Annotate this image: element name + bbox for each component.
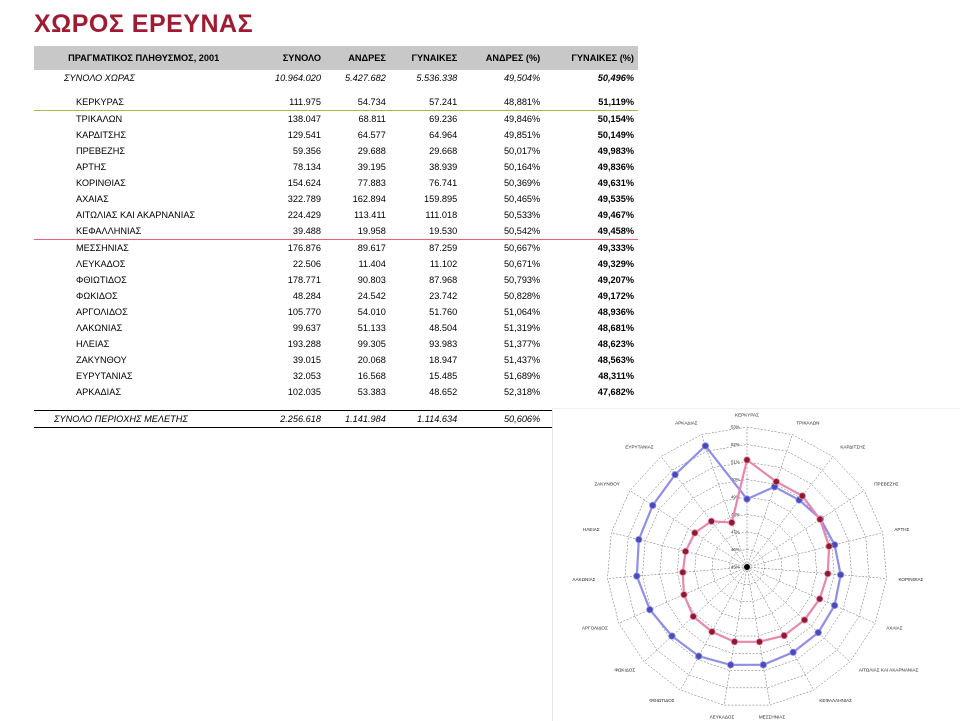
ring-label: 53%	[731, 424, 740, 430]
table-row	[34, 384, 638, 400]
table-row	[34, 223, 638, 240]
row-women-pct: 49,467%	[597, 210, 634, 220]
row-name: ΑΙΤΩΛΙΑΣ ΚΑΙ ΑΚΑΡΝΑΝΙΑΣ	[76, 210, 196, 220]
series-point	[744, 457, 750, 463]
row-total: 78.134	[292, 162, 321, 172]
series-point	[649, 502, 655, 508]
row-name: ΜΕΣΣΗΝΙΑΣ	[76, 243, 129, 253]
table-row	[34, 159, 638, 175]
series-point	[682, 548, 688, 554]
row-women: 87.968	[429, 275, 458, 285]
row-name: ΣΥΝΟΛΟ ΧΩΡΑΣ	[64, 73, 135, 83]
row-women-pct: 50,149%	[597, 130, 634, 140]
row-name: ΤΡΙΚΑΛΩΝ	[76, 114, 123, 124]
series-point	[790, 649, 796, 655]
row-name: ΚΑΡΔΙΤΣΗΣ	[76, 130, 126, 140]
row-women: 38.939	[429, 162, 458, 172]
row-women: 29.668	[429, 146, 458, 156]
gap-row	[34, 86, 638, 94]
row-total: 99.637	[292, 323, 321, 333]
series-point	[709, 629, 715, 635]
header-men-pct: ΑΝΔΡΕΣ (%)	[461, 46, 544, 70]
row-women: 11.102	[429, 259, 458, 269]
row-women-pct: 51,119%	[544, 94, 638, 111]
series-point	[801, 617, 807, 623]
table-row	[34, 175, 638, 191]
study-total-row	[34, 411, 638, 428]
category-label: ΑΡΓΟΛΙΔΟΣ	[581, 625, 608, 631]
row-name: ΚΕΡΚΥΡΑΣ	[34, 94, 253, 111]
row-total: 176.876	[287, 243, 321, 253]
population-table	[34, 46, 638, 428]
series-point	[831, 602, 837, 608]
row-women-pct: 48,623%	[597, 339, 634, 349]
series-point	[727, 662, 733, 668]
row-men: 68.811	[358, 114, 386, 124]
table-row	[34, 368, 638, 384]
row-total: 48.284	[292, 291, 321, 301]
row-total: 2.256.618	[253, 411, 325, 428]
row-men-pct: 49,846%	[503, 114, 541, 124]
series-point	[729, 519, 735, 525]
grid-spoke	[702, 435, 747, 567]
table-row	[34, 256, 638, 272]
row-men: 77.883	[357, 178, 386, 188]
row-women-pct: 48,311%	[598, 371, 634, 381]
row-name: ΣΥΝΟΛΟ ΠΕΡΙΟΧΗΣ ΜΕΛΕΤΗΣ	[34, 411, 253, 428]
series-point	[692, 530, 698, 536]
row-women: 19.530	[390, 223, 461, 240]
row-name: ΚΟΡΙΝΘΙΑΣ	[76, 178, 126, 188]
ring-label: 51%	[731, 459, 740, 465]
series-point	[744, 496, 750, 502]
row-women-pct: 49,631%	[597, 178, 634, 188]
header-men: ΑΝΔΡΕΣ	[325, 46, 390, 70]
series-point	[680, 569, 686, 575]
series-point	[702, 443, 708, 449]
grid-spoke	[607, 564, 747, 579]
row-women: 48.652	[429, 387, 458, 397]
row-name: ΦΩΚΙΔΟΣ	[76, 291, 118, 301]
row-men: 162.894	[352, 194, 386, 204]
row-men-pct: 50,017%	[503, 146, 541, 156]
ring-label: 45%	[731, 564, 740, 570]
row-men-pct: 50,533%	[503, 210, 541, 220]
row-men-pct: 50,606%	[461, 411, 544, 428]
row-men: 24.542	[357, 291, 386, 301]
row-men: 5.427.682	[345, 73, 386, 83]
category-label: ΑΧΑΙΑΣ	[886, 625, 903, 631]
row-men: 89.617	[357, 243, 386, 253]
table-row	[34, 111, 638, 128]
category-label: ΑΙΤΩΛΙΑΣ ΚΑΙ ΑΚΑΡΝΑΝΙΑΣ	[858, 667, 919, 673]
series-point	[756, 639, 762, 645]
header-women: ΓΥΝΑΙΚΕΣ	[390, 46, 461, 70]
row-men: 64.577	[357, 130, 386, 140]
row-total: 22.506	[292, 259, 321, 269]
category-label: ΚΑΡΔΙΤΣΗΣ	[840, 444, 866, 450]
category-label: ΚΟΡΙΝΘΙΑΣ	[898, 577, 924, 583]
ring-label: 46%	[731, 547, 740, 552]
row-name: ΛΑΚΩΝΙΑΣ	[76, 323, 123, 333]
row-women-pct: 49,535%	[597, 194, 634, 204]
row-men-pct: 50,667%	[503, 243, 541, 253]
row-men-pct: 51,437%	[503, 355, 541, 365]
page-title: ΧΩΡΟΣ ΕΡΕΥΝΑΣ	[34, 10, 254, 38]
spacer-row	[34, 400, 638, 411]
category-label: ΚΕΦΑΛΛΗΝΙΑΣ	[819, 698, 853, 704]
row-total: 105.770	[287, 307, 321, 317]
row-women: 111.018	[425, 210, 458, 220]
series-point	[672, 471, 678, 477]
grid-spoke	[611, 533, 747, 567]
row-women: 48.504	[429, 323, 458, 333]
header-region: ΠΡΑΓΜΑΤΙΚΟΣ ΠΛΗΘΥΣΜΟΣ, 2001	[34, 46, 253, 70]
series-point	[636, 536, 642, 542]
row-total: 193.288	[287, 339, 321, 349]
series-point	[773, 478, 779, 484]
grid-spoke	[747, 435, 792, 567]
row-men-pct: 51,377%	[503, 339, 541, 349]
row-name: ΖΑΚΥΝΘΟΥ	[76, 355, 127, 365]
row-women: 15.485	[429, 371, 458, 381]
row-total: 39.015	[292, 355, 321, 365]
row-men: 54.734	[325, 94, 390, 111]
row-men-pct: 50,465%	[503, 194, 541, 204]
category-label: ΑΡΚΑΔΙΑΣ	[675, 420, 698, 426]
row-name: ΦΘΙΩΤΙΔΟΣ	[76, 275, 127, 285]
series-point	[708, 518, 714, 524]
row-women-pct: 48,936%	[597, 307, 634, 317]
category-label: ΠΡΕΒΕΖΗΣ	[874, 481, 899, 487]
ring-label: 49%	[731, 494, 740, 500]
row-name: ΚΕΦΑΛΛΗΝΙΑΣ	[34, 223, 253, 240]
row-women: 18.947	[429, 355, 458, 365]
country-total-row	[34, 70, 638, 86]
row-men: 99.305	[357, 339, 386, 349]
row-women-pct: 48,563%	[597, 355, 634, 365]
row-name: ΑΡΓΟΛΙΔΟΣ	[76, 307, 128, 317]
row-women: 23.742	[429, 291, 458, 301]
row-women-pct: 49,329%	[597, 259, 634, 269]
category-label: ΦΩΚΙΔΟΣ	[614, 667, 636, 673]
row-women-pct: 49,458%	[544, 223, 638, 240]
category-label: ΚΕΡΚΥΡΑΣ	[735, 412, 759, 418]
row-total: 178.771	[287, 275, 321, 285]
row-men-pct: 52,318%	[503, 387, 541, 397]
series-point	[817, 516, 823, 522]
category-label: ΕΥΡΥΤΑΝΙΑΣ	[625, 444, 654, 450]
series-point	[825, 570, 831, 576]
row-name: ΠΡΕΒΕΖΗΣ	[76, 146, 126, 156]
row-men: 1.141.984	[325, 411, 390, 428]
table-row	[34, 320, 638, 336]
row-men: 90.803	[357, 275, 386, 285]
row-men: 19.958	[325, 223, 390, 240]
row-women: 93.983	[429, 339, 458, 349]
series-point	[815, 629, 821, 635]
series-point	[760, 662, 766, 668]
row-total: 111.975	[253, 94, 325, 111]
row-women-pct: 47,682%	[597, 387, 634, 397]
row-men: 20.068	[357, 355, 386, 365]
series-point	[669, 633, 675, 639]
row-total: 138.047	[287, 114, 321, 124]
table-row	[34, 240, 638, 257]
grid-spoke	[630, 490, 747, 567]
row-men: 113.411	[354, 210, 386, 220]
category-label: ΤΡΙΚΑΛΩΝ	[796, 420, 820, 426]
row-total: 10.964.020	[275, 73, 321, 83]
row-men: 54.010	[357, 307, 386, 317]
row-women-pct: 49,333%	[597, 243, 634, 253]
row-women: 64.964	[429, 130, 458, 140]
row-total: 322.789	[287, 194, 321, 204]
row-name: ΗΛΕΙΑΣ	[76, 339, 110, 349]
row-men-pct: 50,671%	[503, 259, 541, 269]
row-total: 129.541	[287, 130, 321, 140]
category-label: ΑΡΤΗΣ	[894, 527, 910, 533]
row-name: ΛΕΥΚΑΔΟΣ	[76, 259, 126, 269]
series-point	[799, 493, 805, 499]
table-row	[34, 143, 638, 159]
row-name: ΕΥΡΥΤΑΝΙΑΣ	[76, 371, 133, 381]
row-men: 39.195	[357, 162, 386, 172]
category-label: ΛΕΥΚΑΔΟΣ	[709, 714, 735, 720]
row-women: 76.741	[429, 178, 458, 188]
table-row	[34, 352, 638, 368]
series-point	[647, 606, 653, 612]
series-point	[826, 543, 832, 549]
row-women-pct: 50,496%	[597, 73, 634, 83]
row-men-pct: 49,504%	[503, 73, 541, 83]
series-line-1	[683, 460, 829, 642]
row-men: 53.383	[357, 387, 386, 397]
row-men-pct: 50,542%	[461, 223, 544, 240]
row-men-pct: 50,369%	[503, 178, 541, 188]
row-men-pct: 51,319%	[503, 323, 541, 333]
row-women: 5.536.338	[416, 73, 458, 83]
row-women: 159.895	[424, 194, 458, 204]
table-row	[34, 272, 638, 288]
row-men: 11.404	[358, 259, 386, 269]
row-men-pct: 50,828%	[503, 291, 541, 301]
ring-label: 47%	[731, 529, 740, 535]
center-point	[744, 564, 750, 570]
row-women-pct: 50,154%	[597, 114, 634, 124]
row-men-pct: 50,793%	[503, 275, 541, 285]
row-women-pct: 49,983%	[597, 146, 634, 156]
category-label: ΦΘΙΩΤΙΔΟΣ	[649, 698, 675, 704]
row-total: 154.624	[287, 178, 321, 188]
radar-chart	[552, 408, 960, 721]
header-women-pct: ΓΥΝΑΙΚΕΣ (%)	[544, 46, 638, 70]
category-label: ΖΑΚΥΝΘΟΥ	[594, 481, 620, 487]
ring-label: 52%	[731, 442, 740, 447]
row-total: 224.429	[287, 210, 321, 220]
table-row	[34, 127, 638, 143]
category-label: ΛΑΚΩΝΙΑΣ	[572, 577, 596, 583]
table-header-row	[34, 46, 638, 70]
grid-spoke	[747, 567, 814, 690]
grid-spoke	[747, 567, 887, 579]
row-total: 39.488	[253, 223, 325, 240]
row-total: 32.053	[292, 371, 321, 381]
series-point	[837, 572, 843, 578]
header-total: ΣΥΝΟΛΟ	[253, 46, 325, 70]
row-men: 29.688	[357, 146, 386, 156]
row-women-pct: 48,681%	[597, 323, 634, 333]
row-men-pct: 51,064%	[503, 307, 541, 317]
series-point	[781, 632, 787, 638]
table-row	[34, 336, 638, 352]
row-name: ΑΡΚΑΔΙΑΣ	[76, 387, 122, 397]
table-row	[34, 191, 638, 207]
table-row	[34, 288, 638, 304]
series-point	[731, 639, 737, 645]
row-name: ΑΡΤΗΣ	[76, 162, 107, 172]
row-men-pct: 50,164%	[503, 162, 541, 172]
row-women: 87.259	[429, 243, 458, 253]
series-point	[696, 653, 702, 659]
row-women-pct: 49,836%	[597, 162, 634, 172]
table-row	[34, 94, 638, 111]
series-point	[690, 613, 696, 619]
row-total: 102.035	[287, 387, 321, 397]
ring-label: 50%	[731, 477, 740, 482]
row-men-pct: 51,689%	[503, 371, 541, 381]
row-men: 16.568	[357, 371, 386, 381]
series-point	[634, 573, 640, 579]
row-men: 51.133	[357, 323, 386, 333]
row-women-pct: 49,172%	[597, 291, 634, 301]
row-women: 69.236	[429, 114, 458, 124]
table-row	[34, 304, 638, 320]
series-point	[681, 591, 687, 597]
row-women: 51.760	[429, 307, 458, 317]
series-point	[816, 596, 822, 602]
row-total: 59.356	[292, 146, 321, 156]
table-row	[34, 207, 638, 223]
row-women: 1.114.634	[390, 411, 461, 428]
category-label: ΜΕΣΣΗΝΙΑΣ	[758, 714, 786, 720]
row-men-pct: 48,881%	[461, 94, 544, 111]
row-name: ΑΧΑΙΑΣ	[76, 194, 109, 204]
ring-label: 48%	[731, 512, 740, 517]
row-women: 57.241	[390, 94, 461, 111]
row-women-pct: 49,207%	[597, 275, 634, 285]
row-men-pct: 49,851%	[503, 130, 541, 140]
category-label: ΗΛΕΙΑΣ	[583, 527, 600, 533]
radar-chart-svg	[553, 409, 960, 721]
